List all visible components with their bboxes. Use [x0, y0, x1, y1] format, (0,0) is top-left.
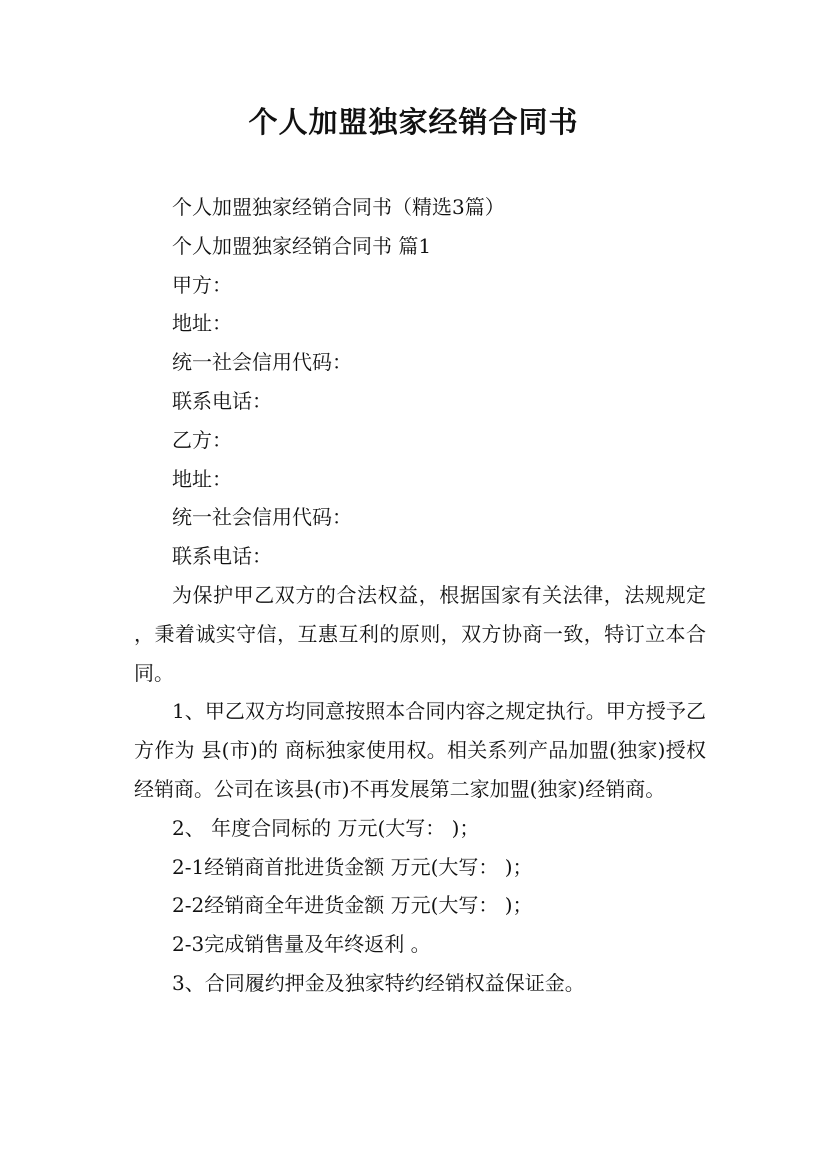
- clause-2-line: 2、 年度合同标的 万元(大写： )；: [172, 815, 480, 840]
- party-b-phone-label: 联系电话：: [172, 544, 272, 569]
- party-b-address-label: 地址：: [172, 466, 232, 491]
- document-title: 个人加盟独家经销合同书: [248, 105, 579, 139]
- party-a-credit-code-label: 统一社会信用代码：: [172, 350, 352, 375]
- document-body: [134, 188, 706, 1003]
- subtitle-line: 个人加盟独家经销合同书（精选3篇）: [172, 195, 505, 219]
- party-a-address-label: 地址：: [172, 311, 232, 336]
- party-a-label: 甲方：: [172, 272, 232, 297]
- preamble-paragraph: 为保护甲乙双方的合法权益，根据国家有关法律，法规规定，秉着诚实守信，互惠互利的原则，双方协商一致，特订立本合同。: [134, 582, 706, 685]
- party-b-label: 乙方：: [172, 427, 232, 452]
- clause-2-2-line: 2-2经销商全年进货金额 万元(大写： )；: [172, 893, 533, 918]
- clause-2-1-line: 2-1经销商首批进货金额 万元(大写： )；: [172, 854, 533, 879]
- party-b-credit-code-label: 统一社会信用代码：: [172, 505, 352, 530]
- clause-3-line: 3、合同履约押金及独家特约经销权益保证金。: [172, 970, 585, 995]
- section-heading: 个人加盟独家经销合同书 篇1: [172, 233, 432, 258]
- clause-2-3-line: 2-3完成销售量及年终返利 。: [172, 932, 431, 957]
- party-a-phone-label: 联系电话：: [172, 388, 272, 413]
- clause-1-paragraph: 1、甲乙双方均同意按照本合同内容之规定执行。甲方授予乙方作为 县(市)的 商标独家使用权。相关系列产品加盟(独家)授权经销商。公司在该县(市)不再发展第二家加盟(独家)经销商。: [134, 699, 706, 801]
